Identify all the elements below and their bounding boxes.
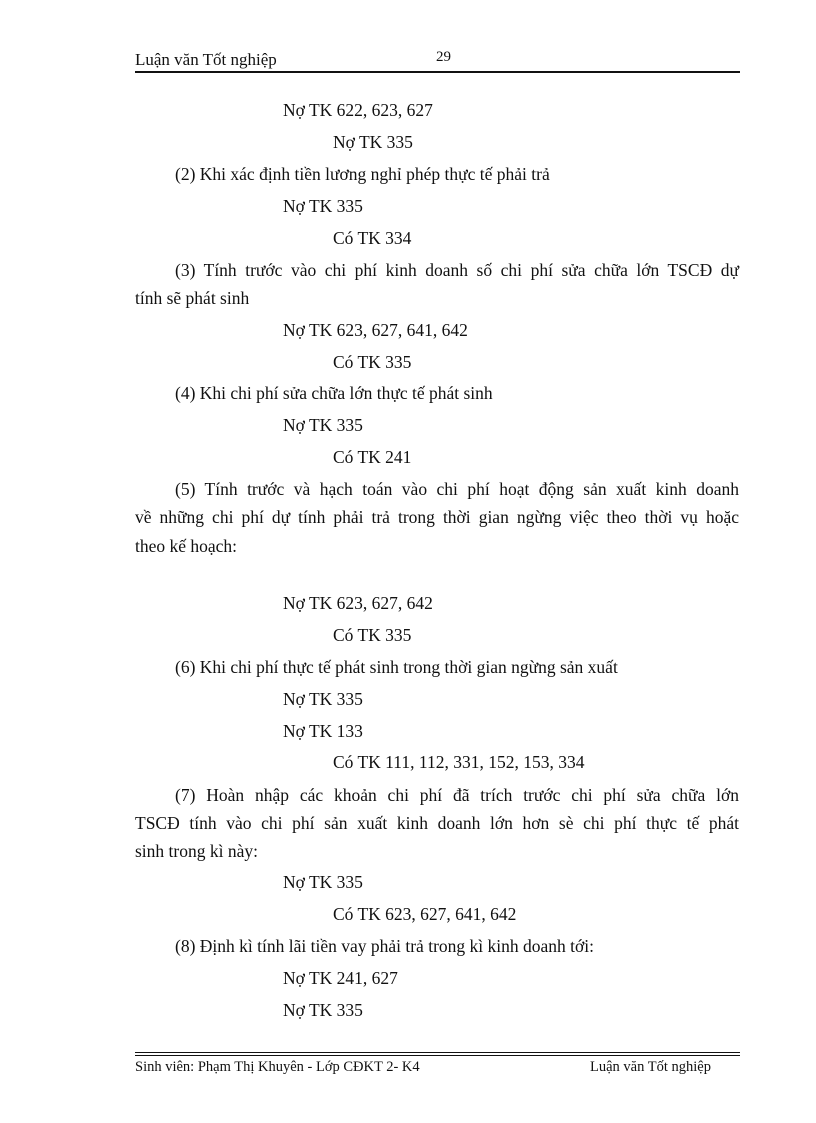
entry-line: Nợ TK 623, 627, 642 bbox=[283, 593, 433, 613]
header-title: Luận văn Tốt nghiệp bbox=[135, 50, 277, 69]
paragraph-line: TSCĐ tính vào chi phí sản xuất kinh doanh lớn hơn sè chi phí thực tế phát bbox=[135, 813, 739, 833]
entry-line: Nợ TK 335 bbox=[283, 415, 363, 435]
entry-line: Nợ TK 335 bbox=[283, 872, 363, 892]
entry-line: Có TK 111, 112, 331, 152, 153, 334 bbox=[333, 752, 585, 772]
footer-divider bbox=[135, 1052, 740, 1053]
entry-line: Nợ TK 335 bbox=[283, 689, 363, 709]
paragraph-line: về những chi phí dự tính phải trả trong thời gian ngừng việc theo thời vụ hoặc bbox=[135, 507, 739, 527]
entry-line: Có TK 335 bbox=[333, 625, 412, 645]
entry-line: Nợ TK 622, 623, 627 bbox=[283, 100, 433, 120]
footer-student: Sinh viên: Phạm Thị Khuyên - Lớp CĐKT 2- K4 bbox=[135, 1059, 420, 1075]
entry-line: Có TK 241 bbox=[333, 447, 412, 467]
paragraph-line: (2) Khi xác định tiền lương nghỉ phép thực tế phải trả bbox=[175, 164, 550, 184]
paragraph-line: (6) Khi chi phí thực tế phát sinh trong thời gian ngừng sản xuất bbox=[175, 657, 618, 677]
footer-title: Luận văn Tốt nghiệp bbox=[590, 1059, 711, 1075]
entry-line: Nợ TK 335 bbox=[333, 132, 413, 152]
entry-line: Nợ TK 241, 627 bbox=[283, 968, 398, 988]
paragraph-line: sinh trong kì này: bbox=[135, 841, 258, 861]
paragraph-line: (3) Tính trước vào chi phí kinh doanh số chi phí sửa chữa lớn TSCĐ dự bbox=[175, 260, 739, 280]
paragraph-line: (7) Hoàn nhập các khoản chi phí đã trích trước chi phí sửa chữa lớn bbox=[175, 785, 739, 805]
entry-line: Nợ TK 335 bbox=[283, 1000, 363, 1020]
entry-line: Nợ TK 133 bbox=[283, 721, 363, 741]
paragraph-line: (5) Tính trước và hạch toán vào chi phí hoạt động sản xuất kinh doanh bbox=[175, 479, 739, 499]
entry-line: Có TK 335 bbox=[333, 352, 412, 372]
entry-line: Nợ TK 623, 627, 641, 642 bbox=[283, 320, 468, 340]
entry-line: Có TK 334 bbox=[333, 228, 412, 248]
paragraph-line: theo kế hoạch: bbox=[135, 536, 238, 556]
paragraph-line: tính sẽ phát sinh bbox=[135, 288, 250, 308]
header-divider bbox=[135, 71, 740, 73]
footer-divider bbox=[135, 1055, 740, 1056]
paragraph-line: (4) Khi chi phí sửa chữa lớn thực tế phát sinh bbox=[175, 383, 493, 403]
paragraph-line: (8) Định kì tính lãi tiền vay phải trả trong kì kinh doanh tới: bbox=[175, 936, 594, 956]
entry-line: Nợ TK 335 bbox=[283, 196, 363, 216]
entry-line: Có TK 623, 627, 641, 642 bbox=[333, 904, 517, 924]
page-number: 29 bbox=[436, 49, 451, 65]
